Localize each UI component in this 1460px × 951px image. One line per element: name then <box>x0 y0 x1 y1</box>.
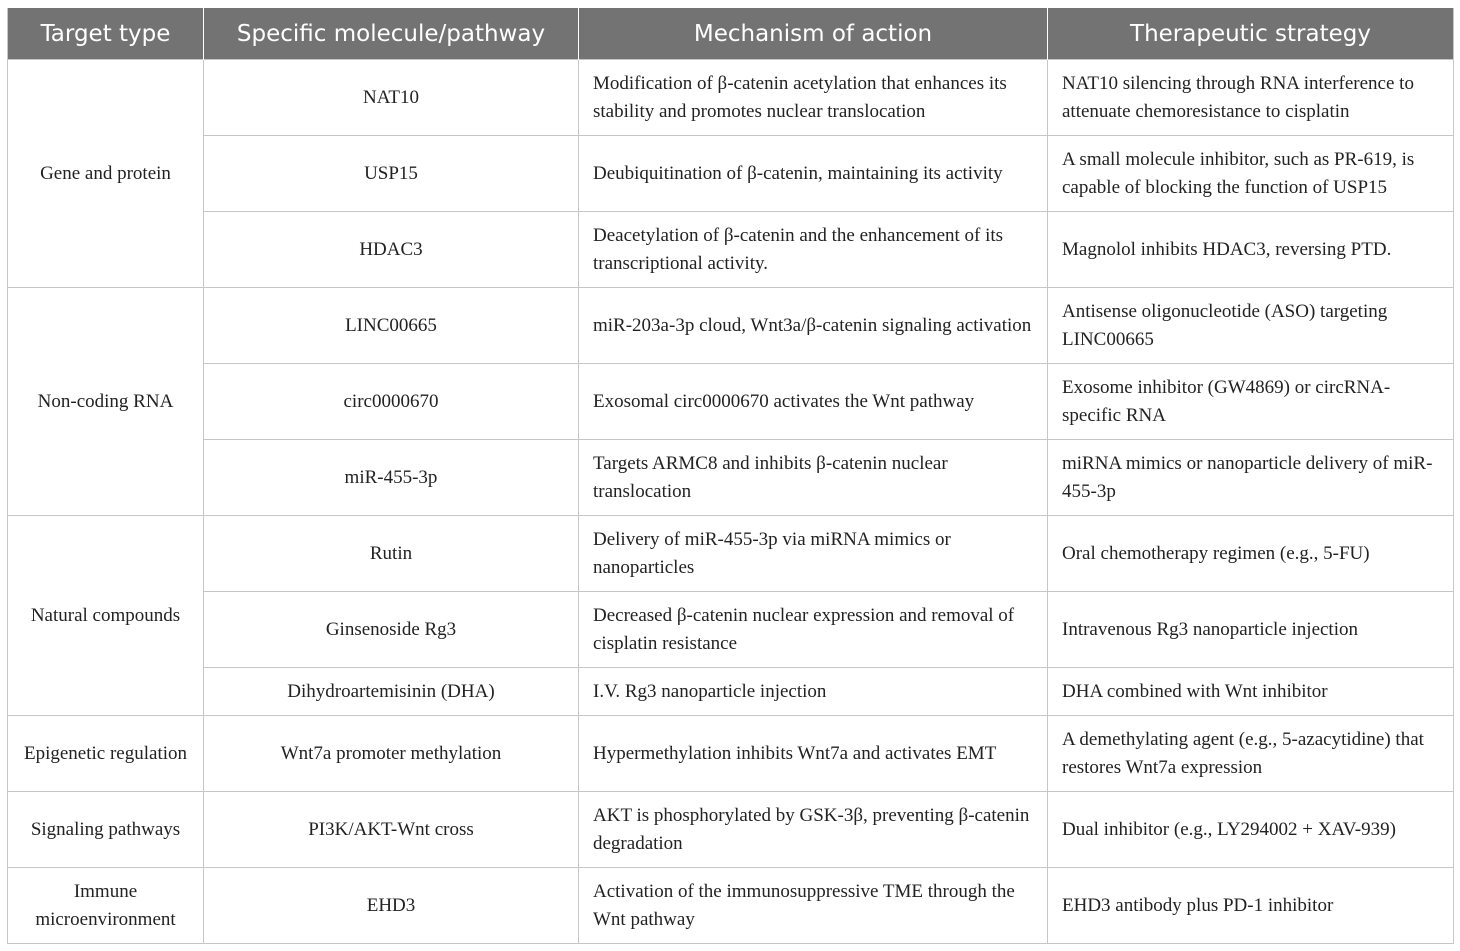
table-row <box>8 592 1454 668</box>
table-row <box>8 60 1454 136</box>
mechanism-cell: I.V. Rg3 nanoparticle injection <box>579 668 1048 716</box>
molecule-cell: HDAC3 <box>204 212 579 288</box>
molecule-cell: PI3K/AKT-Wnt cross <box>204 792 579 868</box>
mechanism-cell: Hypermethylation inhibits Wnt7a and activates EMT <box>579 716 1048 792</box>
strategy-cell: Oral chemotherapy regimen (e.g., 5-FU) <box>1048 516 1454 592</box>
molecule-cell: Ginsenoside Rg3 <box>204 592 579 668</box>
molecule-cell: miR-455-3p <box>204 440 579 516</box>
table-row <box>8 288 1454 364</box>
strategy-cell: EHD3 antibody plus PD-1 inhibitor <box>1048 868 1454 944</box>
molecule-cell: NAT10 <box>204 60 579 136</box>
mechanism-cell: miR-203a-3p cloud, Wnt3a/β-catenin signaling activation <box>579 288 1048 364</box>
table-container <box>7 8 1453 944</box>
mechanism-cell: Deubiquitination of β-catenin, maintaining its activity <box>579 136 1048 212</box>
mechanism-cell: Exosomal circ0000670 activates the Wnt pathway <box>579 364 1048 440</box>
target-type-cell: Signaling pathways <box>8 792 204 868</box>
strategy-cell: Intravenous Rg3 nanoparticle injection <box>1048 592 1454 668</box>
strategy-cell: Magnolol inhibits HDAC3, reversing PTD. <box>1048 212 1454 288</box>
mechanism-cell: Delivery of miR-455-3p via miRNA mimics or nanoparticles <box>579 516 1048 592</box>
molecule-cell: LINC00665 <box>204 288 579 364</box>
strategy-cell: NAT10 silencing through RNA interference to attenuate chemoresistance to cisplatin <box>1048 60 1454 136</box>
molecule-cell: Rutin <box>204 516 579 592</box>
target-type-cell: Immune microenvironment <box>8 868 204 944</box>
molecule-cell: circ0000670 <box>204 364 579 440</box>
table-row <box>8 792 1454 868</box>
header-row <box>8 8 1454 60</box>
mechanism-cell: Activation of the immunosuppressive TME through the Wnt pathway <box>579 868 1048 944</box>
molecule-cell: Wnt7a promoter methylation <box>204 716 579 792</box>
header-mechanism: Mechanism of action <box>579 8 1048 60</box>
mechanism-cell: Deacetylation of β-catenin and the enhancement of its transcriptional activity. <box>579 212 1048 288</box>
table-row <box>8 868 1454 944</box>
strategy-cell: Antisense oligonucleotide (ASO) targeting LINC00665 <box>1048 288 1454 364</box>
target-type-cell: Non-coding RNA <box>8 288 204 516</box>
table-row <box>8 440 1454 516</box>
mechanism-cell: Modification of β-catenin acetylation that enhances its stability and promotes nuclear translocation <box>579 60 1048 136</box>
strategy-cell: A demethylating agent (e.g., 5-azacytidine) that restores Wnt7a expression <box>1048 716 1454 792</box>
therapeutic-targets-table <box>7 8 1454 944</box>
molecule-cell: USP15 <box>204 136 579 212</box>
table-row <box>8 668 1454 716</box>
strategy-cell: A small molecule inhibitor, such as PR-619, is capable of blocking the function of USP15 <box>1048 136 1454 212</box>
target-type-cell: Natural compounds <box>8 516 204 716</box>
header-strategy: Therapeutic strategy <box>1048 8 1454 60</box>
mechanism-cell: Targets ARMC8 and inhibits β-catenin nuclear translocation <box>579 440 1048 516</box>
header-target-type: Target type <box>8 8 204 60</box>
strategy-cell: Exosome inhibitor (GW4869) or circRNA-specific RNA <box>1048 364 1454 440</box>
table-row <box>8 212 1454 288</box>
header-molecule: Specific molecule/pathway <box>204 8 579 60</box>
strategy-cell: Dual inhibitor (e.g., LY294002 + XAV-939) <box>1048 792 1454 868</box>
strategy-cell: miRNA mimics or nanoparticle delivery of miR-455-3p <box>1048 440 1454 516</box>
mechanism-cell: AKT is phosphorylated by GSK-3β, preventing β-catenin degradation <box>579 792 1048 868</box>
strategy-cell: DHA combined with Wnt inhibitor <box>1048 668 1454 716</box>
mechanism-cell: Decreased β-catenin nuclear expression and removal of cisplatin resistance <box>579 592 1048 668</box>
target-type-cell: Gene and protein <box>8 60 204 288</box>
table-row <box>8 364 1454 440</box>
table-row <box>8 136 1454 212</box>
molecule-cell: Dihydroartemisinin (DHA) <box>204 668 579 716</box>
table-row <box>8 716 1454 792</box>
target-type-cell: Epigenetic regulation <box>8 716 204 792</box>
molecule-cell: EHD3 <box>204 868 579 944</box>
table-row <box>8 516 1454 592</box>
